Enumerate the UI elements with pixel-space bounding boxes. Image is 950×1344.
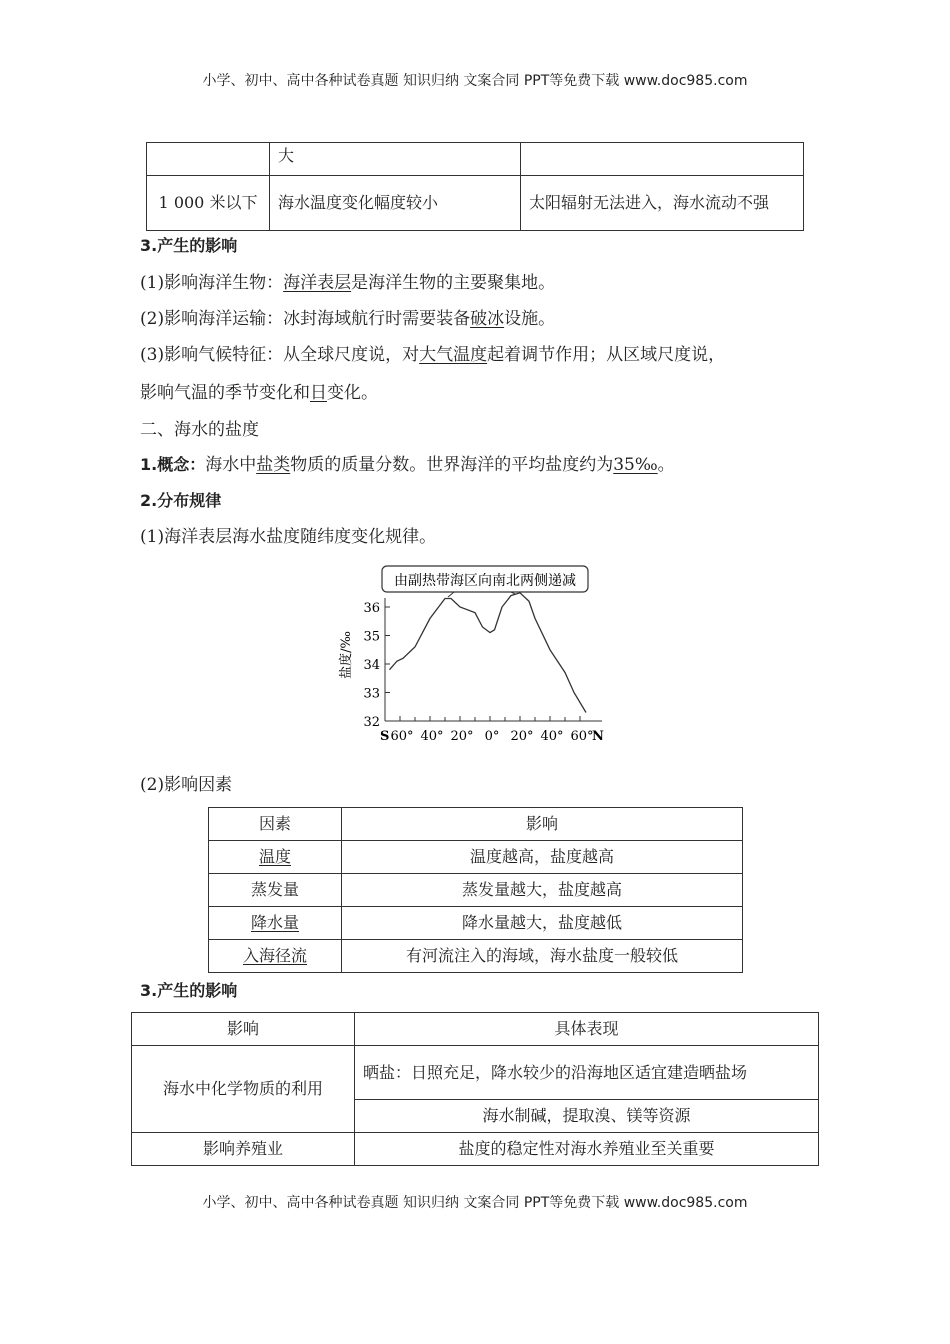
- column-header: 影响: [132, 1013, 355, 1046]
- page-footer: 小学、初中、高中各种试卷真题 知识归纳 文案合同 PPT等免费下载 www.doc985.com: [202, 1195, 748, 1211]
- text: 起着调节作用；从区域尺度说，: [487, 345, 726, 365]
- table-cell: 1 000 米以下: [147, 176, 270, 231]
- text: (2)影响海洋运输：冰封海域航行时需要装备: [140, 309, 471, 329]
- section-heading: 3.产生的影响: [140, 981, 238, 1000]
- y-tick-label: 34: [363, 658, 380, 673]
- text: 是海洋生物的主要聚集地。: [351, 273, 556, 293]
- label: 1.概念：: [140, 455, 206, 474]
- paragraph: [140, 272, 555, 294]
- x-end-label: N: [592, 729, 604, 744]
- paragraph: (1)海洋表层海水盐度随纬度变化规律。: [140, 527, 437, 547]
- x-tick-label: 40°: [540, 729, 564, 744]
- section-heading: 2.分布规律: [140, 491, 222, 510]
- table-cell: 影响养殖业: [132, 1133, 355, 1166]
- text: 。: [657, 455, 675, 475]
- table-cell: 蒸发量: [209, 874, 342, 907]
- text: (3)影响气候特征：从全球尺度说，对: [140, 345, 420, 365]
- x-tick-label: 60°: [570, 729, 594, 744]
- effects-table: [131, 1012, 819, 1166]
- y-tick-label: 33: [363, 686, 380, 702]
- table-cell: 海水制碱，提取溴、镁等资源: [355, 1100, 819, 1133]
- column-header: 因素: [209, 808, 342, 841]
- table-cell: 盐度的稳定性对海水养殖业至关重要: [355, 1133, 819, 1166]
- paragraph: [140, 308, 555, 330]
- underlined-answer: 破冰: [470, 309, 505, 329]
- table-cell: 降水量: [250, 913, 299, 932]
- depth-table: [146, 142, 804, 231]
- underlined-answer: 盐类: [256, 455, 291, 475]
- salinity-line: [390, 593, 587, 713]
- paragraph: [140, 344, 725, 366]
- y-axis-label: 盐度/‰: [339, 631, 354, 679]
- text: 设施。: [504, 309, 556, 329]
- y-tick-label: 35: [363, 629, 380, 645]
- table-cell: 温度: [258, 847, 291, 866]
- underlined-answer: 日: [310, 383, 327, 403]
- x-tick-label: 40°: [420, 729, 444, 744]
- underlined-answer: 大气温度: [419, 345, 488, 365]
- table-row: [132, 1046, 819, 1100]
- table-row: [147, 143, 804, 176]
- column-header: 具体表现: [355, 1013, 819, 1046]
- x-tick-label: 20°: [450, 729, 474, 744]
- table-cell: 大: [270, 143, 521, 176]
- factors-table: [208, 807, 743, 973]
- text: 物质的质量分数。世界海洋的平均盐度约为: [290, 455, 614, 475]
- y-tick-label: 36: [363, 601, 380, 616]
- table-row: [209, 841, 743, 874]
- table-header-row: [209, 808, 743, 841]
- x-tick-label: 60°: [390, 729, 414, 744]
- table-row: [147, 176, 804, 231]
- text: 变化。: [327, 383, 378, 403]
- underlined-answer: 海洋表层: [283, 273, 352, 293]
- annotation-label: 由副热带海区向南北两侧递减: [394, 573, 576, 589]
- table-row: [132, 1133, 819, 1166]
- table-cell: 海水中化学物质的利用: [132, 1046, 355, 1133]
- text: 海水中: [205, 455, 257, 475]
- text: 影响气温的季节变化和: [140, 383, 310, 403]
- table-cell: 降水量越大，盐度越低: [342, 907, 743, 940]
- y-tick-label: 32: [363, 715, 380, 730]
- page-header: 小学、初中、高中各种试卷真题 知识归纳 文案合同 PPT等免费下载 www.doc985.com: [202, 73, 748, 89]
- table-cell: 有河流注入的海域，海水盐度一般较低: [342, 940, 743, 973]
- x-start-label: S: [380, 729, 390, 744]
- paragraph: [140, 382, 378, 404]
- x-tick-label: 20°: [510, 729, 534, 744]
- section-heading: 二、海水的盐度: [140, 420, 259, 440]
- table-row: [209, 940, 743, 973]
- table-cell: 太阳辐射无法进入，海水流动不强: [521, 176, 804, 231]
- table-cell: [147, 143, 270, 176]
- table-row: [209, 874, 743, 907]
- table-header-row: [132, 1013, 819, 1046]
- table-cell: 温度越高，盐度越高: [342, 841, 743, 874]
- table-cell: 晒盐：日照充足，降水较少的沿海地区适宜建造晒盐场: [355, 1046, 819, 1100]
- paragraph: [140, 454, 675, 476]
- underlined-answer: 35‰: [613, 455, 658, 475]
- salinity-chart: [330, 560, 620, 745]
- x-tick-label: 0°: [484, 729, 500, 744]
- section-heading: 3.产生的影响: [140, 236, 238, 255]
- table-cell: 海水温度变化幅度较小: [270, 176, 521, 231]
- table-cell: [521, 143, 804, 176]
- table-cell: 蒸发量越大，盐度越高: [342, 874, 743, 907]
- paragraph: (2)影响因素: [140, 775, 233, 795]
- table-cell: 入海径流: [242, 946, 307, 965]
- table-row: [209, 907, 743, 940]
- text: (1)影响海洋生物：: [140, 273, 284, 293]
- column-header: 影响: [342, 808, 743, 841]
- annotation-leader: [448, 592, 454, 597]
